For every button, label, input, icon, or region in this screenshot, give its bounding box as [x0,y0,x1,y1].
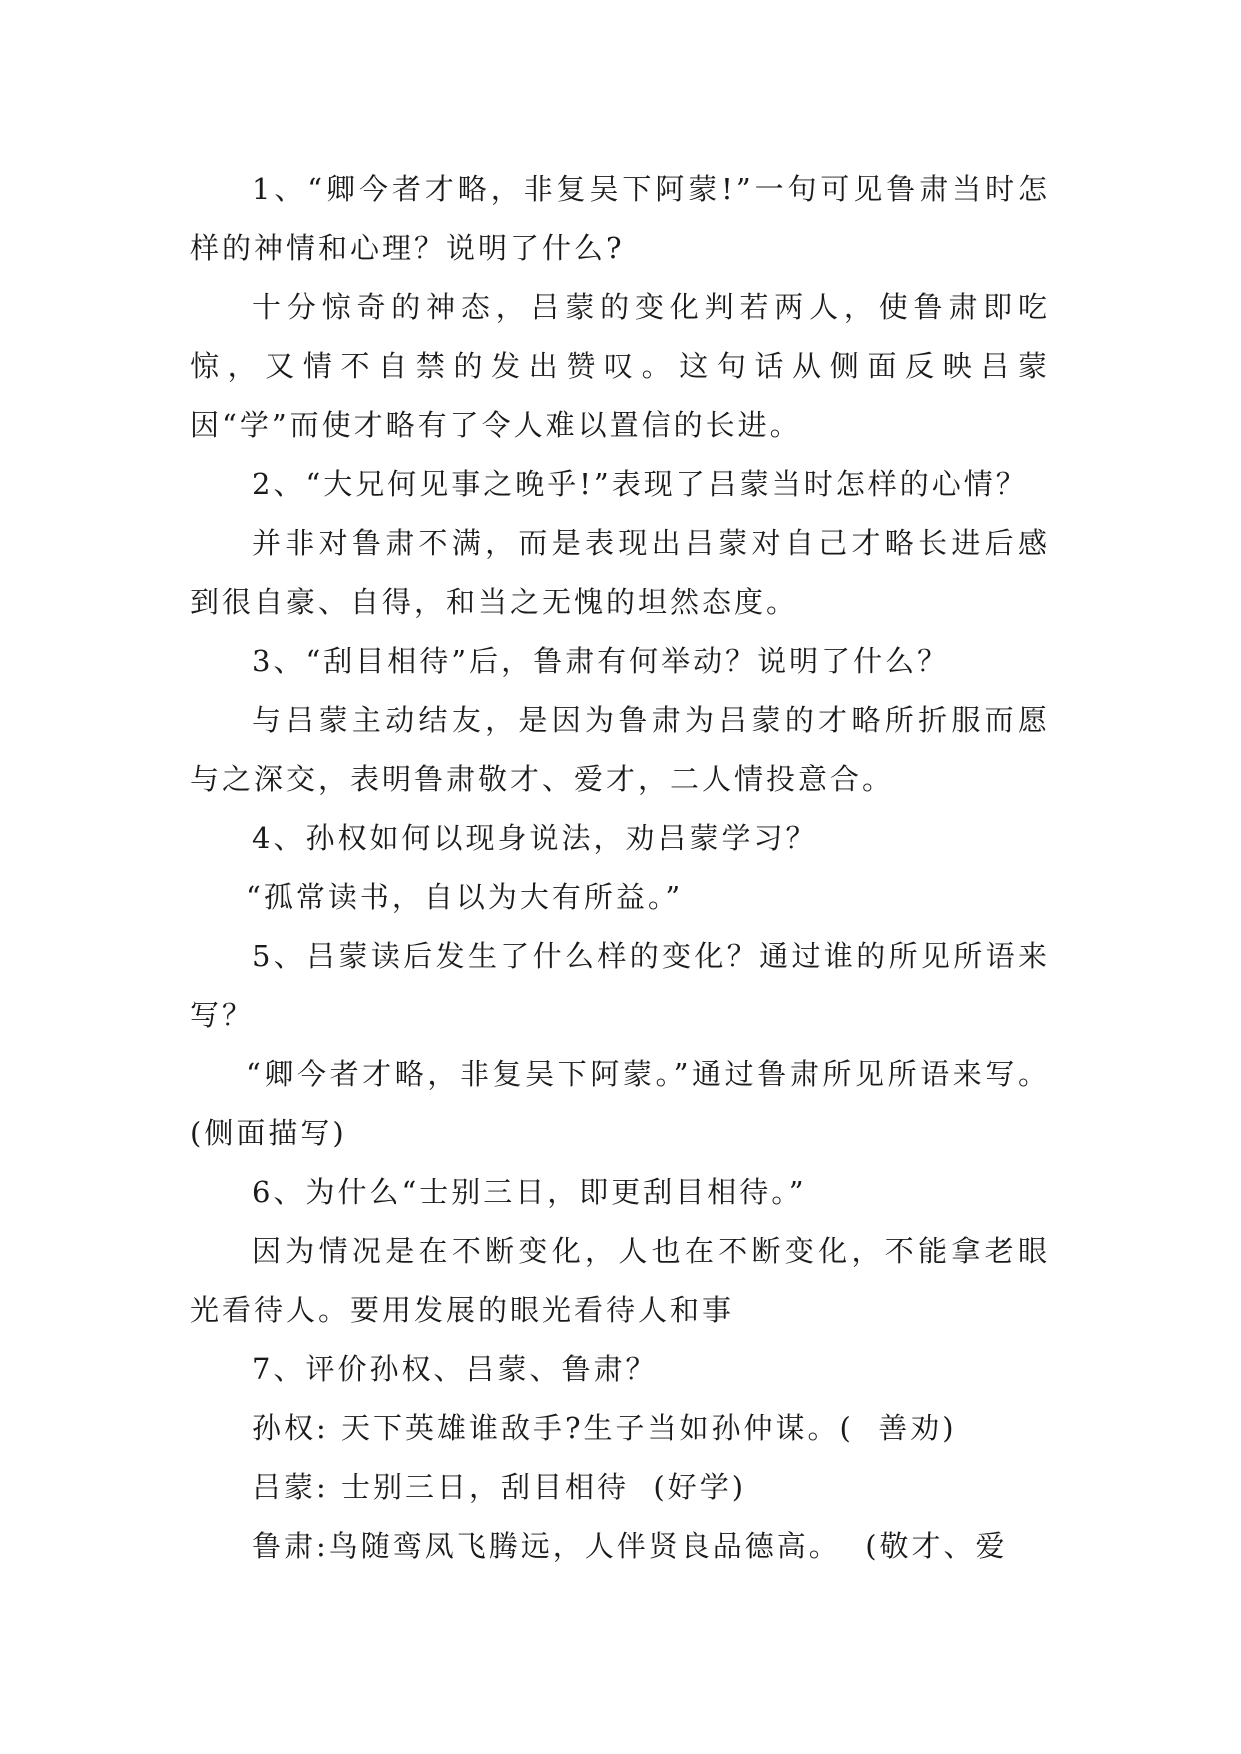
answer-1: 十分惊奇的神态，吕蒙的变化判若两人，使鲁肃即吃惊，又情不自禁的发出赞叹。这句话从侧面反映吕蒙因“学”而使才略有了令人难以置信的长进。 [190,290,1050,442]
question-7: 7、评价孙权、吕蒙、鲁肃？ [252,1352,658,1386]
question-1: 1、“卿今者才略，非复吴下阿蒙!”一句可见鲁肃当时怎样的神情和心理？说明了什么? [190,172,1050,265]
question-4: 4、孙权如何以现身说法，劝吕蒙学习？ [252,821,818,855]
document-body [190,160,1050,1576]
question-3: 3、“刮目相待”后，鲁肃有何举动？说明了什么？ [252,644,950,678]
question-6: 6、为什么“士别三日，即更刮目相待。” [252,1175,807,1209]
question-5: 5、吕蒙读后发生了什么样的变化？通过谁的所见所语来写？ [190,939,1050,1032]
answer-4: “孤常读书，自以为大有所益。” [246,880,684,914]
evaluation-lu-meng: 吕蒙: 士别三日，刮目相待 (好学) [252,1470,747,1504]
answer-6: 因为情况是在不断变化，人也在不断变化，不能拿老眼光看待人。要用发展的眼光看待人和事 [190,1234,1050,1327]
question-2: 2、“大兄何见事之晚乎!”表现了吕蒙当时怎样的心情？ [252,467,1028,501]
answer-2: 并非对鲁肃不满，而是表现出吕蒙对自己才略长进后感到很自豪、自得，和当之无愧的坦然态度。 [190,526,1050,619]
answer-3: 与吕蒙主动结友，是因为鲁肃为吕蒙的才略所折服而愿与之深交，表明鲁肃敬才、爱才，二人情投意合。 [190,703,1050,796]
evaluation-lu-su: 鲁肃:鸟随鸾凤飞腾远，人伴贤良品德高。 (敬才、爱 [252,1529,1008,1563]
answer-5: “卿今者才略，非复吴下阿蒙。”通过鲁肃所见所语来写。(侧面描写) [190,1057,1050,1150]
evaluation-sun-quan: 孙权: 天下英雄谁敌手?生子当如孙仲谋。( 善劝) [252,1411,957,1445]
